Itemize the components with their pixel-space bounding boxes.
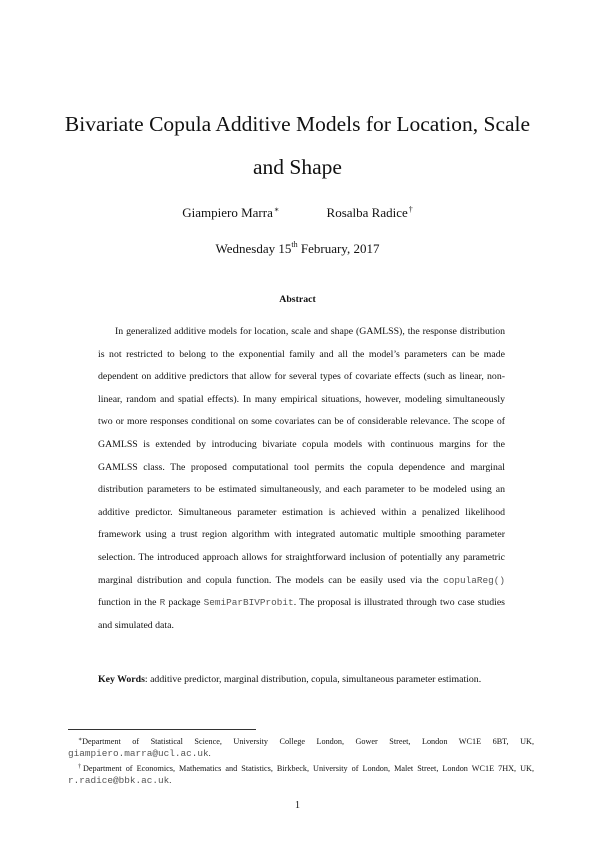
author-2 <box>327 205 413 221</box>
footnote-end: . <box>169 776 172 786</box>
code-package: SemiParBIVProbit <box>203 597 294 609</box>
date-rest: February, 2017 <box>297 241 380 256</box>
abstract-body <box>98 321 505 637</box>
paper-title: Bivariate Copula Additive Models for Location, Scale and Shape <box>64 112 531 179</box>
author-footnote-mark: ∗ <box>273 205 280 214</box>
page-number: 1 <box>295 800 300 811</box>
code-copulareg: copulaReg() <box>443 574 505 586</box>
abstract-heading: Abstract <box>279 294 316 305</box>
abstract-text-1: In generalized additive models for location, scale and shape (GAMLSS), the response distribution is not restricted to belong to the exponential family and all the model’s parameters can be made dependent on additive predictors that allow for several types of covariate effects (such as linear, non-linear, random and spatial effects). In many empirical situations, however, modeling simultaneously two or more responses conditional on some covariates can be of considerable relevance. The scope of GAMLSS is extended by introducing bivariate copula models with continuous margins for the GAMLSS class. The proposed computational tool permits the copula dependence and marginal distribution parameters to be estimated simultaneously, and each parameter to be modeled using an additive predictor. Simultaneous parameter estimation is achieved within a penalized likelihood framework using a trust region algorithm with integrated automatic multiple smoothing parameter selection. The introduced approach allows for straightforward inclusion of potentially any parametric marginal distribution and copula function. The models can be easily used via the <box>98 326 505 586</box>
abstract-text-3: package <box>165 597 204 609</box>
paper-date <box>0 240 595 257</box>
footnote-2 <box>68 761 534 788</box>
footnote-text: Department of Economics, Mathematics and Statistics, Birkbeck, University of London, Malet Street, London WC1E 7HX, UK, <box>83 763 535 773</box>
abstract-text-4: . The proposal is illustrated through two case studies and simulated data. <box>98 597 505 631</box>
author-name: Rosalba Radice <box>326 205 408 220</box>
footnote-email[interactable]: r.radice@bbk.ac.uk <box>68 775 170 787</box>
footnote-mark: † <box>78 763 84 770</box>
date-prefix: Wednesday 15 <box>215 241 292 256</box>
abstract-text-2: function in the <box>98 597 160 609</box>
footnote-text: Department of Statistical Science, University College London, Gower Street, London WC1E 6BT, UK, <box>82 737 534 746</box>
author-list <box>0 205 595 221</box>
keywords-label: Key Words <box>98 674 145 685</box>
footnote-mark: ∗ <box>78 737 83 743</box>
keywords-text: : additive predictor, marginal distribution, copula, simultaneous parameter estimation. <box>144 674 482 685</box>
author-footnote-mark: † <box>408 205 413 214</box>
footnote-end: . <box>208 749 211 759</box>
date-ordinal: th <box>291 240 298 249</box>
author-name: Giampiero Marra <box>182 205 273 220</box>
footnote-email[interactable]: giampiero.marra@ucl.ac.uk <box>68 748 209 760</box>
author-1 <box>182 205 279 221</box>
keywords <box>98 669 505 692</box>
footnotes <box>68 734 534 788</box>
footnote-1 <box>68 734 534 761</box>
footnote-rule <box>68 729 256 730</box>
code-r: R <box>159 597 166 609</box>
